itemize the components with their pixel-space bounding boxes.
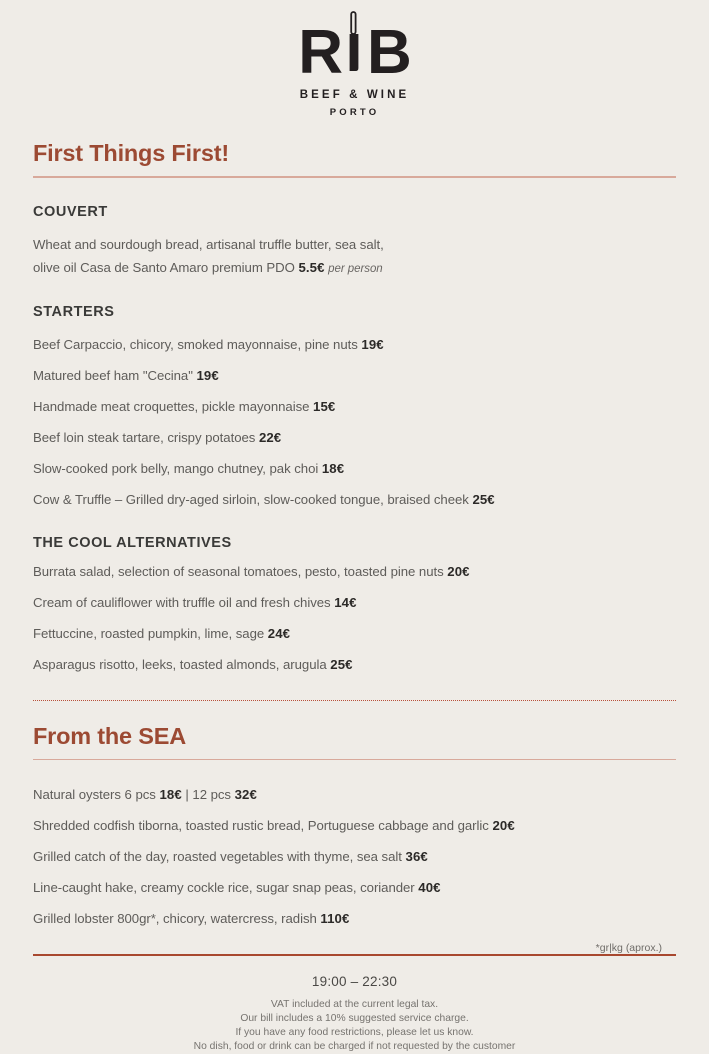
- menu-item-price: 19€: [361, 336, 384, 352]
- menu-item-price: 15€: [313, 398, 336, 414]
- restaurant-logo: [33, 0, 676, 118]
- section-title-from-the-sea: From the SEA: [33, 722, 186, 749]
- menu-item-price: 19€: [196, 367, 219, 383]
- menu-item: [33, 848, 676, 866]
- menu-item-price: 14€: [334, 594, 357, 610]
- menu-item: [33, 236, 676, 254]
- menu-item: [33, 259, 676, 278]
- menu-item-text: Cow & Truffle – Grilled dry-aged sirloin, slow-cooked tongue, braised cheek: [33, 491, 469, 507]
- group-starters: [33, 304, 676, 509]
- menu-item-price: 18€: [321, 460, 345, 476]
- menu-item-price: 25€: [472, 491, 495, 507]
- menu-item: [33, 879, 676, 897]
- footer-note: VAT included at the current legal tax.: [270, 998, 439, 1010]
- menu-item-text: Beef loin steak tartare, crispy potatoes: [33, 429, 256, 445]
- menu-item-price-secondary: 32€: [234, 787, 257, 803]
- section-rule: [33, 759, 676, 761]
- menu-item-text: Beef Carpaccio, chicory, smoked mayonnaise, pine nuts: [33, 336, 358, 352]
- dotted-divider: [33, 700, 676, 701]
- logo-subtitle: BEEF & WINE: [299, 89, 410, 101]
- logo-letter-r: R: [298, 18, 342, 87]
- menu-item-price: 40€: [418, 880, 441, 896]
- menu-item-text: Burrata salad, selection of seasonal tomatoes, pesto, toasted pine nuts: [33, 563, 444, 579]
- menu-item-price: 36€: [405, 849, 428, 865]
- menu-item: [33, 563, 676, 581]
- menu-item-text-secondary: 12 pcs: [192, 787, 231, 803]
- group-cool-alternatives: [33, 535, 676, 674]
- menu-item-text: Line-caught hake, creamy cockle rice, sugar snap peas, coriander: [33, 880, 415, 896]
- menu-item-text: Wheat and sourdough bread, artisanal truffle butter, sea salt,: [33, 236, 384, 252]
- menu-item-text: Shredded codfish tiborna, toasted rustic bread, Portuguese cabbage and garlic: [33, 818, 489, 834]
- menu-item-price: 22€: [258, 429, 282, 445]
- logo-mark: [298, 16, 411, 87]
- group-title-starters: STARTERS: [33, 303, 115, 320]
- menu-item: [33, 491, 676, 509]
- menu-item-text: Grilled lobster 800gr*, chicory, watercress, radish: [33, 911, 317, 927]
- menu-item-price: 20€: [492, 818, 515, 834]
- menu-item: [33, 460, 676, 478]
- footer-note: No dish, food or drink can be charged if not requested by the customer: [193, 1040, 516, 1052]
- menu-item-text: Asparagus risotto, leeks, toasted almonds, arugula: [33, 656, 327, 672]
- menu-item-text: Fettuccine, roasted pumpkin, lime, sage: [33, 625, 265, 641]
- cleaver-knife-icon: [343, 11, 365, 82]
- footer-divider: [33, 954, 676, 955]
- menu-item: [33, 817, 676, 835]
- menu-item-price: 20€: [447, 563, 470, 579]
- footer-notes: [33, 998, 676, 1054]
- footer: [33, 974, 676, 1054]
- group-couvert: [33, 204, 676, 278]
- footer-note: Our bill includes a 10% suggested service charge.: [240, 1012, 469, 1024]
- menu-item: [33, 656, 676, 674]
- menu-item: [33, 398, 676, 416]
- menu-item-text: Natural oysters 6 pcs: [33, 787, 156, 803]
- menu-item-text: Grilled catch of the day, roasted vegetables with thyme, sea salt: [33, 849, 402, 865]
- group-sea: [33, 786, 676, 928]
- opening-hours: 19:00 – 22:30: [311, 973, 398, 989]
- menu-item-text: Cream of cauliflower with truffle oil and fresh chives: [33, 594, 331, 610]
- menu-item: [33, 367, 676, 385]
- menu-item-separator: |: [185, 787, 189, 803]
- menu-item: [33, 594, 676, 612]
- menu-item: [33, 429, 676, 447]
- menu-item-note: per person: [328, 262, 383, 275]
- logo-letter-b: B: [367, 18, 411, 87]
- menu-item-price: 24€: [267, 625, 291, 641]
- section-title-first-things-first: First Things First!: [33, 140, 229, 166]
- menu-item: [33, 625, 676, 643]
- menu-item: [33, 336, 676, 354]
- logo-city: PORTO: [329, 107, 380, 118]
- menu-item-price: 5.5€: [298, 259, 325, 275]
- menu-item-text: olive oil Casa de Santo Amaro premium PDO: [33, 259, 295, 275]
- footer-note: If you have any food restrictions, please let us know.: [235, 1026, 474, 1038]
- menu-item-text: Slow-cooked pork belly, mango chutney, pak choi: [33, 460, 322, 476]
- menu-item-price: 110€: [320, 911, 350, 927]
- menu-item: [33, 910, 676, 928]
- menu-item-price: 18€: [159, 787, 182, 803]
- menu-item-text: Matured beef ham "Cecina": [33, 367, 193, 383]
- section-rule: [33, 176, 676, 178]
- menu-item: [33, 786, 676, 804]
- menu-item-text: Handmade meat croquettes, pickle mayonnaise: [33, 398, 314, 414]
- menu-item-price: 25€: [330, 656, 353, 672]
- group-title-couvert: COUVERT: [33, 203, 108, 220]
- weight-footnote: *gr|kg (aprox.): [595, 942, 662, 955]
- group-title-cool-alternatives: THE COOL ALTERNATIVES: [33, 534, 232, 551]
